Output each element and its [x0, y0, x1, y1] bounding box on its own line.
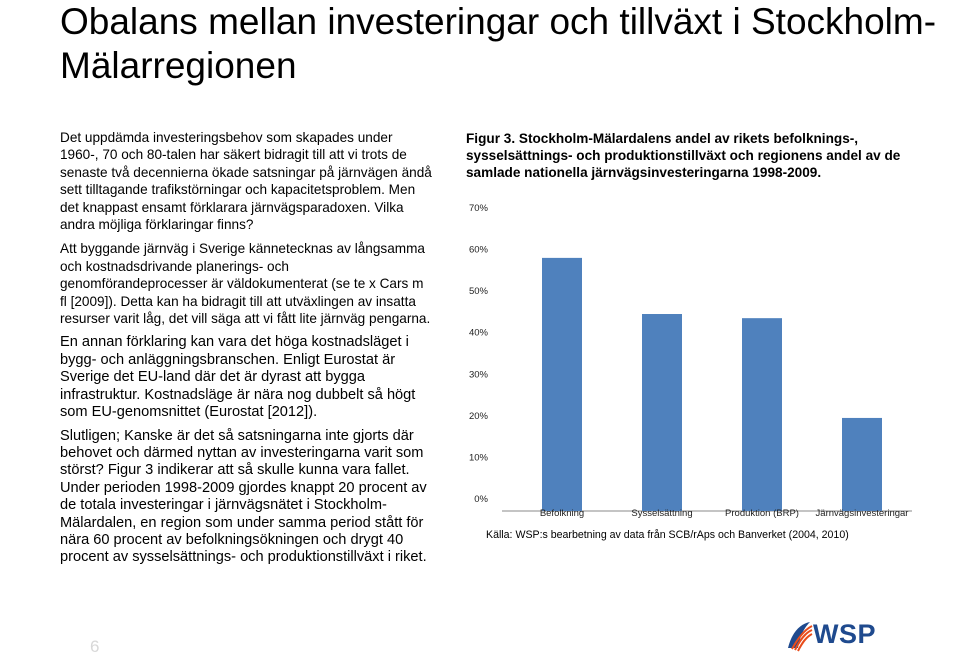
bar	[842, 418, 882, 511]
x-tick-label: Järnvägsinvesteringar	[815, 508, 909, 519]
bar	[542, 258, 582, 511]
figure-caption: Källa: WSP:s bearbetning av data från SCB/rAps och Banverket (2004, 2010)	[486, 529, 849, 541]
y-tick-label: 40%	[468, 327, 488, 339]
page-number: 6	[90, 637, 100, 656]
x-tick-label: Produktion (BRP)	[725, 508, 799, 519]
x-tick-label: Sysselsättning	[631, 508, 693, 519]
y-tick-label: 20%	[468, 410, 488, 422]
x-tick-label: Befolkning	[539, 508, 585, 519]
x-axis	[540, 508, 909, 519]
y-tick-label: 60%	[468, 244, 488, 256]
y-tick-label: 70%	[468, 203, 488, 214]
bar	[642, 314, 682, 511]
y-tick-label: 10%	[468, 452, 488, 464]
bar-chart	[466, 190, 926, 525]
paragraph-4: Slutligen; Kanske är det så satsningarna inte gjorts där behovet och därmed nyttan av investeringarna varit som störst? Figur 3 indikerar att så skulle kunna vara fallet. Under perioden 1998-2009 gjordes knappt 20 procent av de totala investeringar i järnvägsnätet i Stockholm-Mälardalen, en region som under samma period stått för nära 60 procent av befolkningsökningen och drygt 40 procent av sysselsättnings- och produktionstillväxt i riket.	[60, 427, 427, 566]
body-text-column	[60, 129, 432, 574]
y-tick-label: 30%	[468, 369, 488, 381]
paragraph-1: Det uppdämda investeringsbehov som skapades under 1960-, 70 och 80-talen har säkert bidragit till att vi trots de senaste två decennierna ökade satsningar på järnvägen ändå sett tilltagande trafikstörningar och kapacitetsproblem. Men det knappast ensamt förklarara järnvägsparadoxen. Vilka andra möjliga förklaringar finns?	[60, 130, 432, 233]
page-title: Obalans mellan investeringar och tillväxt i Stockholm-Mälarregionen	[60, 1, 937, 86]
y-tick-label: 0%	[474, 494, 488, 505]
y-axis	[469, 203, 489, 505]
wsp-logo-text: WSP	[813, 619, 877, 649]
figure-title-text: Stockholm-Mälardalens andel av rikets befolknings-, sysselsättnings- och produktionstillväxt och regionens andel av de samlade nationella järnvägsinvesteringarna 1998-2009.	[466, 131, 901, 180]
paragraph-3: En annan förklaring kan vara det höga kostnadsläget i bygg- och anläggningsbranschen. Enligt Eurostat är Sverige det EU-land där det är dyrast att bygga infrastruktur. Kostnadsläge är nära nog dubbelt så högt som EU-genomsnittet (Eurostat [2012]).	[60, 334, 416, 421]
y-tick-label: 50%	[468, 286, 488, 298]
bar	[742, 318, 782, 511]
figure-label: Figur 3.	[466, 131, 516, 146]
bars	[542, 258, 882, 511]
figure-title	[466, 130, 906, 181]
paragraph-2: Att byggande järnväg i Sverige kännetecknas av långsamma och kostnadsdrivande planerings- och genomförandeprocesser är väldokumenterat (se te x Cars m fl [2009]). Detta kan ha bidragit till att utväxlingen av insatta resurser varit låg, det vill säga att vi fått lite järnväg pengarna.	[60, 241, 431, 327]
